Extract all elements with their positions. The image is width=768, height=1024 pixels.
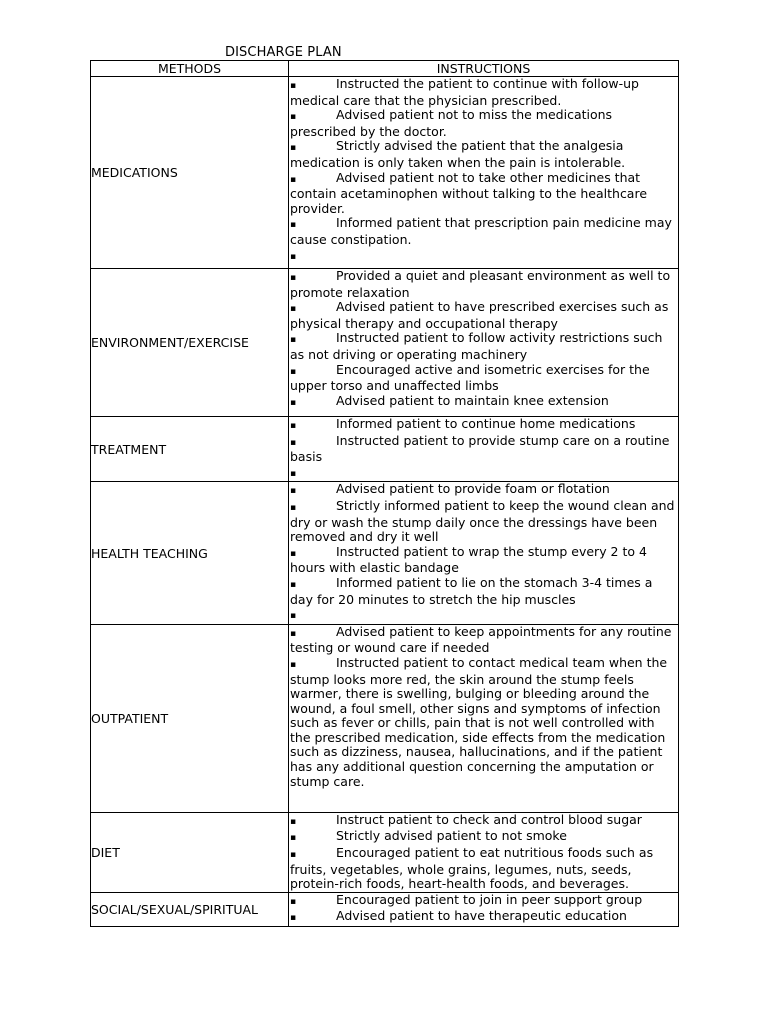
table-row (91, 892, 679, 926)
instruction-item (290, 607, 676, 624)
bullet-icon: ▪ (290, 304, 297, 315)
bullet-icon: ▪ (290, 548, 297, 559)
instruction-text: Advised patient to have therapeutic education (336, 908, 627, 924)
instruction-text: Encouraged patient to join in peer support group (336, 891, 643, 907)
instruction-item (290, 434, 676, 465)
instruction-item (290, 331, 676, 362)
instruction-item (290, 139, 676, 170)
instruction-text: Advised patient to provide foam or flotation (336, 481, 610, 497)
instruction-text: Provided a quiet and pleasant environment as well to promote relaxation (290, 268, 671, 300)
discharge-plan-table (90, 60, 679, 927)
method-cell: HEALTH TEACHING (91, 482, 289, 624)
method-cell: SOCIAL/SEXUAL/SPIRITUAL (91, 892, 289, 926)
instruction-item (290, 216, 676, 247)
instruction-text: Strictly advised patient to not smoke (336, 828, 567, 844)
instructions-cell (289, 77, 679, 269)
method-cell: TREATMENT (91, 417, 289, 482)
instruction-item (290, 363, 676, 394)
instruction-text: Instructed patient to contact medical team when the stump looks more red, the skin around the stump feels warmer, there is swelling, bulging or bleeding around the wound, a foul smell, other signs and symptoms of infection such as fever or chills, pain that is not well controlled with the prescribed medication, side effects from the medication such as dizziness, nausea, hallucinations, and if the patient has any additional question concerning the amputation or stump care. (290, 654, 668, 789)
instructions-cell (289, 482, 679, 624)
bullet-icon: ▪ (290, 611, 297, 622)
table-row (91, 812, 679, 892)
instruction-text: Informed patient that prescription pain medicine may cause constipation. (290, 215, 672, 247)
instruction-item (290, 829, 676, 846)
instruction-item (290, 417, 676, 434)
document-title: DISCHARGE PLAN (225, 45, 342, 60)
instructions-cell (289, 892, 679, 926)
instruction-text: Instructed the patient to continue with follow-up medical care that the physician prescribed. (290, 76, 639, 108)
instruction-text: Instructed patient to wrap the stump every 2 to 4 hours with elastic bandage (290, 543, 647, 576)
bullet-icon: ▪ (290, 486, 297, 497)
bullet-icon: ▪ (290, 251, 297, 262)
bullet-icon: ▪ (290, 896, 297, 907)
method-cell: DIET (91, 812, 289, 892)
instruction-text: Strictly advised the patient that the analgesia medication is only taken when the pain is intolerable. (290, 138, 626, 170)
method-cell: OUTPATIENT (91, 624, 289, 812)
instruction-item (290, 846, 676, 892)
bullet-icon: ▪ (290, 143, 297, 154)
instruction-item (290, 300, 676, 331)
instructions-cell (289, 269, 679, 417)
instruction-text: Encouraged patient to eat nutritious foods such as fruits, vegetables, whole grains, legumes, nuts, seeds, protein-rich foods, heart-health foods, and beverages. (290, 844, 654, 892)
instruction-text: Advised patient not to take other medicines that contain acetaminophen without talking to the healthcare provider. (290, 169, 648, 216)
instruction-item (290, 465, 676, 482)
bullet-icon: ▪ (290, 913, 297, 924)
bullet-icon: ▪ (290, 437, 297, 448)
instruction-item (290, 656, 676, 789)
table-row (91, 482, 679, 624)
bullet-icon: ▪ (290, 421, 297, 431)
instruction-text: Encouraged active and isometric exercises for the upper torso and unaffected limbs (290, 361, 650, 394)
header-instructions: INSTRUCTIONS (289, 61, 679, 77)
bullet-icon: ▪ (290, 81, 297, 91)
header-methods: METHODS (91, 61, 289, 77)
instruction-item (290, 499, 676, 545)
instruction-text: Advised patient not to miss the medications prescribed by the doctor. (290, 107, 613, 139)
instruction-item (290, 909, 676, 926)
instruction-item (290, 576, 676, 607)
bullet-icon: ▪ (290, 174, 297, 185)
instruction-item (290, 545, 676, 576)
bullet-icon: ▪ (290, 502, 297, 513)
instruction-item (290, 77, 676, 108)
bullet-icon: ▪ (290, 397, 297, 408)
instruction-item (290, 108, 676, 139)
instruction-item (290, 248, 676, 265)
table-body (91, 77, 679, 927)
instruction-item (290, 813, 676, 830)
bullet-icon: ▪ (290, 849, 297, 860)
instruction-text: Strictly informed patient to keep the wound clean and dry or wash the stump daily once the dressings have been removed and dry it well (290, 497, 675, 545)
bullet-icon: ▪ (290, 112, 297, 123)
bullet-icon: ▪ (290, 220, 297, 231)
instruction-text: Instructed patient to provide stump care on a routine basis (290, 432, 670, 465)
bullet-icon: ▪ (290, 659, 297, 670)
instructions-cell (289, 624, 679, 812)
bullet-icon: ▪ (290, 816, 297, 827)
instruction-text: Advised patient to have prescribed exercises such as physical therapy and occupational therapy (290, 299, 669, 331)
method-cell: MEDICATIONS (91, 77, 289, 269)
bullet-icon: ▪ (290, 833, 297, 844)
instruction-item (290, 482, 676, 499)
instruction-text: Advised patient to keep appointments for any routine testing or wound care if needed (290, 623, 672, 656)
instruction-text: Instruct patient to check and control blood sugar (336, 811, 642, 827)
bullet-icon: ▪ (290, 628, 297, 639)
table-row (91, 624, 679, 812)
table-row (91, 269, 679, 417)
table-header-row (91, 61, 679, 77)
instruction-text: Informed patient to lie on the stomach 3-4 times a day for 20 minutes to stretch the hip muscles (290, 574, 653, 607)
instruction-item (290, 171, 676, 217)
bullet-icon: ▪ (290, 468, 297, 479)
table-row (91, 77, 679, 269)
instruction-item (290, 893, 676, 910)
instruction-item (290, 394, 676, 411)
instruction-text: Instructed patient to follow activity restrictions such as not driving or operating machinery (290, 330, 663, 362)
bullet-icon: ▪ (290, 366, 297, 377)
instructions-cell (289, 812, 679, 892)
bullet-icon: ▪ (290, 273, 297, 283)
table-row (91, 417, 679, 482)
bullet-icon: ▪ (290, 579, 297, 590)
instruction-item (290, 625, 676, 656)
instruction-item (290, 269, 676, 300)
instruction-text: Informed patient to continue home medications (336, 416, 636, 431)
instructions-cell (289, 417, 679, 482)
method-cell: ENVIRONMENT/EXERCISE (91, 269, 289, 417)
bullet-icon: ▪ (290, 335, 297, 346)
instruction-text: Advised patient to maintain knee extension (336, 392, 609, 408)
